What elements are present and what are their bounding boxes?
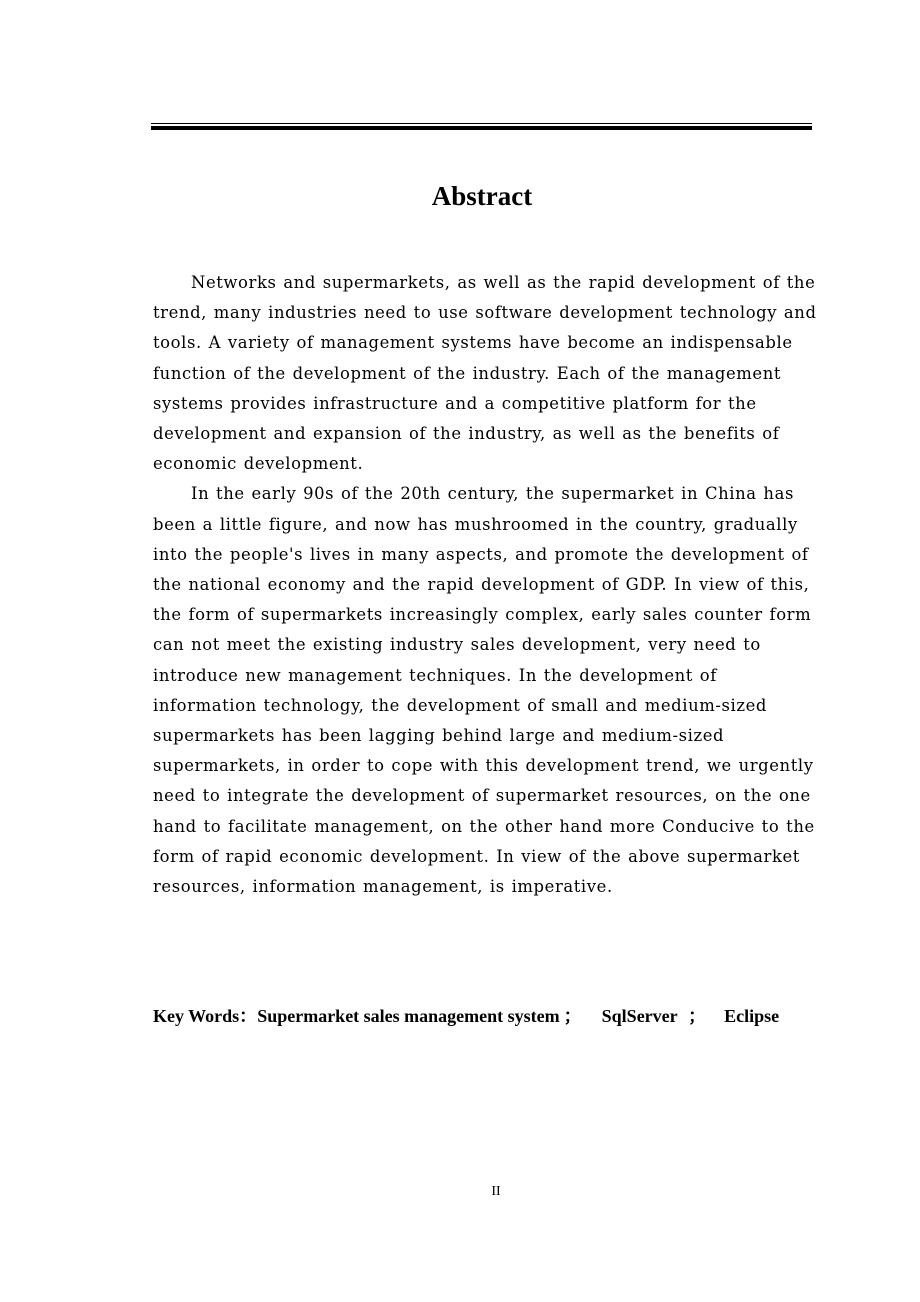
paragraph-line: been a little figure, and now has mushroomed in the country, gradually [153, 514, 798, 534]
paragraph-line: the national economy and the rapid development of GDP. In view of this, [153, 575, 810, 595]
keywords-label: Key Words： [153, 1006, 258, 1026]
paragraph-line: the form of supermarkets increasingly complex, early sales counter form [153, 605, 812, 625]
keyword-item: SqlServer [601, 1006, 678, 1026]
paragraph-1 [153, 268, 817, 479]
paragraph-line: introduce new management techniques. In the development of [153, 665, 717, 685]
keyword-item: Eclipse [724, 1006, 780, 1026]
paragraph-line: supermarkets, in order to cope with this development trend, we urgently [153, 756, 814, 776]
header-rule-thin-line [151, 123, 812, 124]
paragraph-line: tools. A variety of management systems have become an indispensable [153, 333, 793, 353]
paragraph-line: information technology, the development of small and medium-sized [153, 695, 767, 715]
paragraph-line: resources, information management, is imperative. [153, 877, 613, 897]
page-number: II [491, 1184, 501, 1199]
paragraph-2 [153, 479, 813, 902]
paragraph-line: need to integrate the development of supermarket resources, on the one [153, 786, 811, 806]
abstract-title: Abstract [431, 181, 533, 211]
paragraph-line: In the early 90s of the 20th century, the supermarket in China has [191, 484, 794, 504]
paragraph-line: systems provides infrastructure and a competitive platform for the [153, 393, 757, 413]
paragraph-line: Networks and supermarkets, as well as the rapid development of the [191, 273, 816, 292]
paragraph-line: economic development. [153, 454, 364, 474]
paragraph-line: form of rapid economic development. In view of the above supermarket [153, 846, 800, 866]
keyword-separator: ； [563, 1006, 582, 1026]
keywords [153, 1002, 853, 1030]
paragraph-line: hand to facilitate management, on the other hand more Conducive to the [153, 816, 815, 836]
paragraph-line: function of the development of the industry. Each of the management [153, 363, 782, 383]
keyword-separator: ； [683, 1006, 707, 1026]
paragraph-line: supermarkets has been lagging behind large and medium-sized [153, 726, 725, 746]
paragraph-line: trend, many industries need to use software development technology and [153, 303, 817, 323]
paragraph-line: into the people's lives in many aspects, and promote the development of [153, 544, 809, 564]
keyword-item: Supermarket sales management system [257, 1006, 560, 1026]
paragraph-line: can not meet the existing industry sales development, very need to [153, 635, 761, 655]
paragraph-line: development and expansion of the industry, as well as the benefits of [153, 424, 780, 444]
abstract-body [153, 268, 817, 902]
header-rule-thick-line [151, 126, 812, 130]
